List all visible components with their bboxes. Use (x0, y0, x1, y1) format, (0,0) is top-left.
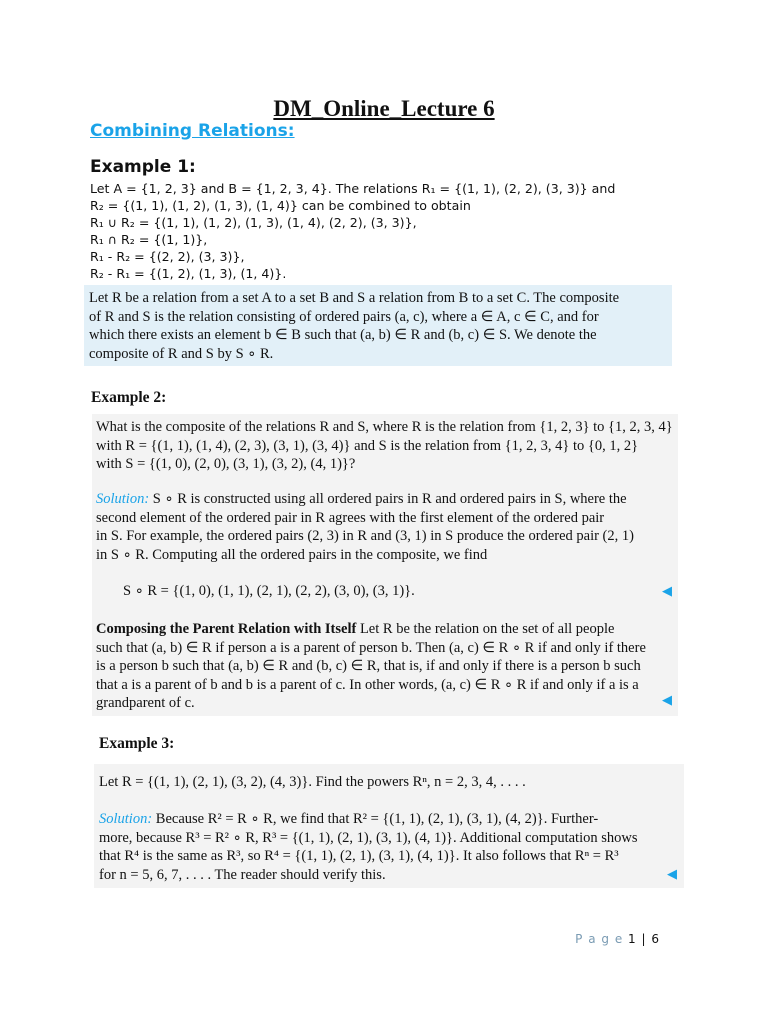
example-3-heading: Example 3: (99, 735, 175, 752)
parent-line: grandparent of c. (96, 695, 195, 711)
solution-line: that R⁴ is the same as R³, so R⁴ = {(1, 1), (2, 1), (3, 1), (4, 1)}. It also follows that Rⁿ = R³ (99, 848, 619, 864)
example-2-heading: Example 2: (91, 389, 167, 406)
definition-text (89, 289, 669, 363)
parent-line: Let R be the relation on the set of all people (356, 621, 615, 637)
solution-line: more, because R³ = R² ∘ R, R³ = {(1, 1), (2, 1), (3, 1), (4, 1)}. Additional computation shows (99, 829, 638, 846)
example-1-heading: Example 1: (90, 157, 196, 177)
question-line: with S = {(1, 0), (2, 0), (3, 1), (3, 2), (4, 1)}? (96, 456, 356, 472)
solution-line: Because R² = R ∘ R, we find that R² = {(1, 1), (2, 1), (3, 1), (4, 2)}. Further- (152, 811, 599, 827)
example-2-result: S ∘ R = {(1, 0), (1, 1), (2, 1), (2, 2), (3, 0), (3, 1)}. (123, 583, 415, 599)
example-1-body (90, 180, 690, 282)
example-1-line: R₂ = {(1, 1), (1, 2), (1, 3), (1, 4)} can be combined to obtain (90, 198, 471, 213)
solution-label: Solution: (99, 811, 153, 827)
page-total: 6 (651, 932, 660, 946)
solution-line: second element of the ordered pair in R agrees with the first element of the ordered pair (96, 509, 605, 526)
definition-line: of R and S is the relation consisting of ordered pairs (a, c), where a ∈ A, c ∈ C, and for (89, 308, 599, 325)
parent-line: is a person b such that (a, b) ∈ R and (b, c) ∈ R, that is, if and only if there is a person b such (96, 658, 641, 674)
solution-line: in S ∘ R. Computing all the ordered pairs in the composite, we find (96, 546, 488, 563)
example-1-line: R₁ - R₂ = {(2, 2), (3, 3)}, (90, 249, 245, 264)
example-2-question (96, 418, 676, 474)
example-1-line: R₁ ∪ R₂ = {(1, 1), (1, 2), (1, 3), (1, 4), (2, 2), (3, 3)}, (90, 215, 417, 230)
question-line: with R = {(1, 1), (1, 4), (2, 3), (3, 1), (3, 4)} and S is the relation from {1, 2, 3, 4} to {0, 1, 2} (96, 437, 639, 454)
page-number: 1 (628, 932, 637, 946)
example-3-question: Let R = {(1, 1), (2, 1), (3, 2), (4, 3)}. Find the powers Rⁿ, n = 2, 3, 4, . . . . (99, 774, 526, 790)
example-1-line: R₁ ∩ R₂ = {(1, 1)}, (90, 232, 208, 247)
page-title: DM_Online_Lecture 6 (273, 96, 495, 121)
definition-line: which there exists an element b ∈ B such that (a, b) ∈ R and (b, c) ∈ S. We denote the (89, 327, 597, 343)
section-heading: Combining Relations: (90, 121, 295, 141)
example-2-solution (96, 490, 676, 564)
parent-relation-heading: Composing the Parent Relation with Itself (96, 621, 357, 637)
solution-line: S ∘ R is constructed using all ordered pairs in R and ordered pairs in S, where the (149, 491, 627, 507)
end-triangle-icon: ◀ (667, 866, 677, 881)
example-3-solution (99, 810, 679, 884)
end-triangle-icon: ◀ (662, 583, 672, 598)
example-1-line: Let A = {1, 2, 3} and B = {1, 2, 3, 4}. The relations R₁ = {(1, 1), (2, 2), (3, 3)} and (90, 181, 616, 196)
solution-line: in S. For example, the ordered pairs (2, 3) in R and (3, 1) in S produce the ordered pair (2, 1) (96, 528, 634, 544)
example-1-line: R₂ - R₁ = {(1, 2), (1, 3), (1, 4)}. (90, 266, 287, 281)
page-label: P a g e (575, 932, 624, 946)
solution-label: Solution: (96, 491, 150, 507)
solution-line: for n = 5, 6, 7, . . . . The reader should verify this. (99, 866, 386, 883)
page-separator: | (636, 932, 652, 946)
definition-line: Let R be a relation from a set A to a set B and S a relation from B to a set C. The composite (89, 290, 620, 306)
parent-line: such that (a, b) ∈ R if person a is a parent of person b. Then (a, c) ∈ R ∘ R if and only if there (96, 639, 646, 656)
parent-line: that a is a parent of b and b is a parent of c. In other words, (a, c) ∈ R ∘ R if and only if a is a (96, 676, 639, 693)
page-footer (575, 932, 660, 946)
parent-relation-paragraph (96, 620, 676, 713)
definition-line: composite of R and S by S ∘ R. (89, 345, 274, 362)
question-line: What is the composite of the relations R and S, where R is the relation from {1, 2, 3} to {1, 2, 3, 4} (96, 419, 673, 435)
end-triangle-icon: ◀ (662, 692, 672, 707)
